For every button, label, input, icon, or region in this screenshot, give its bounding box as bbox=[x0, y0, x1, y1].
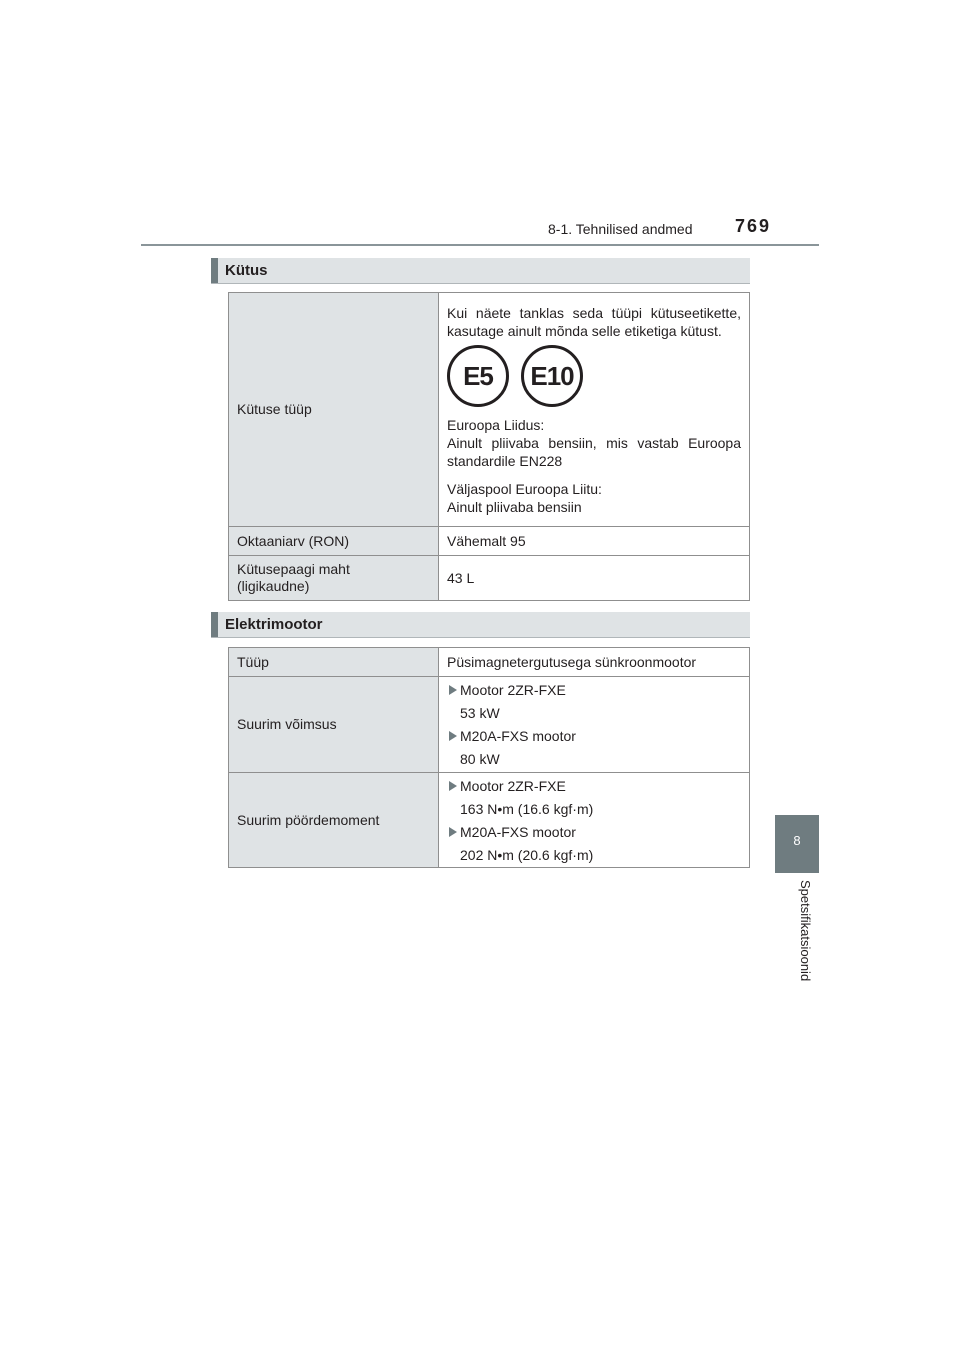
bullet-triangle-icon bbox=[449, 827, 457, 837]
row-label: Suurim võimsus bbox=[229, 677, 439, 773]
e5-fuel-label: E5 bbox=[447, 345, 509, 407]
fuel-intro: Kui näete tanklas seda tüüpi kütuseetikette, kasutage ainult mõnda selle etiketiga kütust. bbox=[447, 304, 741, 339]
spec-value: 163 N•m (16.6 kgf·m) bbox=[460, 800, 594, 817]
list-item bbox=[447, 681, 741, 699]
fuel-labels bbox=[447, 340, 741, 416]
spec-value: 53 kW bbox=[460, 705, 500, 721]
row-label: Oktaaniarv (RON) bbox=[229, 527, 439, 556]
chapter-tab[interactable]: 8 bbox=[775, 815, 819, 873]
row-label bbox=[229, 556, 439, 601]
row-label-line: Kütusepaagi maht bbox=[237, 561, 350, 577]
engine-name: M20A-FXS mootor bbox=[460, 728, 576, 744]
bullet-triangle-icon bbox=[449, 731, 457, 741]
torque-list bbox=[447, 777, 741, 864]
table-row bbox=[229, 293, 750, 527]
row-label: Suurim pöördemoment bbox=[229, 773, 439, 868]
row-value: Vähemalt 95 bbox=[439, 527, 750, 556]
row-label-line: (ligikaudne) bbox=[237, 578, 310, 594]
row-label: Tüüp bbox=[229, 648, 439, 677]
engine-name: Mootor 2ZR-FXE bbox=[460, 682, 566, 698]
spec-value: 80 kW bbox=[460, 751, 500, 767]
table-row bbox=[229, 556, 750, 601]
page-number: 769 bbox=[735, 216, 772, 236]
eu-text: Ainult pliivaba bensiin, mis vastab Euroopa standardile EN228 bbox=[447, 434, 741, 469]
non-eu-heading: Väljaspool Euroopa Liitu: bbox=[447, 480, 602, 497]
table-row bbox=[229, 527, 750, 556]
table-row bbox=[229, 648, 750, 677]
bullet-triangle-icon bbox=[449, 781, 457, 791]
section-marker bbox=[211, 612, 218, 637]
eu-heading: Euroopa Liidus: bbox=[447, 416, 545, 433]
chapter-tab-label: Spetsifikatsioonid bbox=[798, 880, 813, 982]
e10-fuel-label: E10 bbox=[521, 345, 583, 407]
section-header-fuel bbox=[211, 258, 750, 284]
row-label: Kütuse tüüp bbox=[229, 293, 439, 527]
engine-name: M20A-FXS mootor bbox=[460, 823, 576, 840]
motor-table bbox=[228, 647, 750, 868]
spec-value: 202 N•m (20.6 kgf·m) bbox=[460, 846, 594, 863]
row-value bbox=[439, 773, 750, 868]
row-value: 43 L bbox=[439, 556, 750, 601]
row-value bbox=[439, 677, 750, 773]
non-eu-text: Ainult pliivaba bensiin bbox=[447, 498, 582, 515]
chapter-title: 8-1. Tehnilised andmed bbox=[548, 221, 693, 237]
list-item bbox=[447, 727, 741, 745]
bullet-triangle-icon bbox=[449, 685, 457, 695]
section-title: Elektrimootor bbox=[225, 616, 323, 633]
row-value: Püsimagnetergutusega sünkroonmootor bbox=[439, 648, 750, 677]
table-row bbox=[229, 677, 750, 773]
list-item bbox=[447, 777, 741, 795]
list-item bbox=[447, 823, 741, 841]
section-marker bbox=[211, 258, 218, 283]
header-divider bbox=[141, 244, 819, 246]
engine-name: Mootor 2ZR-FXE bbox=[460, 777, 566, 794]
section-header-motor bbox=[211, 612, 750, 638]
fuel-type-value bbox=[439, 293, 750, 527]
fuel-table bbox=[228, 292, 750, 601]
section-title: Kütus bbox=[225, 262, 268, 279]
table-row bbox=[229, 773, 750, 868]
power-list bbox=[447, 681, 741, 768]
